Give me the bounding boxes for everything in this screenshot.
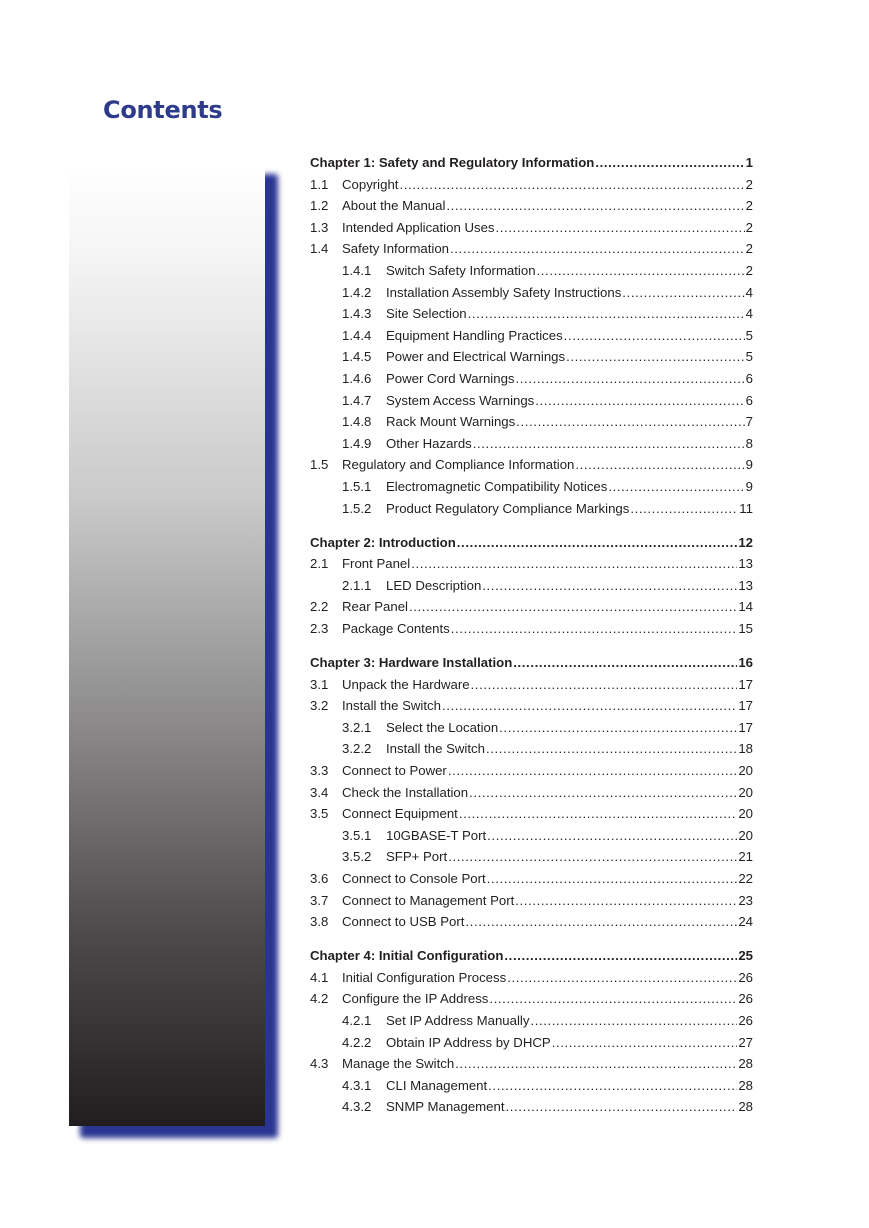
toc-dot-leader: [622, 282, 744, 304]
toc-dot-leader: [575, 454, 744, 476]
toc-entry-number: 3.8: [310, 914, 329, 930]
toc-entry-number: 3.7: [310, 892, 329, 908]
toc-dot-leader: [595, 152, 744, 174]
toc-dot-leader: [488, 1075, 737, 1097]
toc-page-number: 13: [738, 577, 753, 593]
toc-page-number: 24: [738, 914, 753, 930]
toc-entry-title: Safety Information: [342, 241, 450, 257]
toc-page-number: 2: [745, 219, 753, 235]
toc-dot-leader: [630, 498, 738, 520]
toc-entry-title: Connect Equipment: [342, 806, 458, 822]
toc-page-number: 20: [738, 806, 753, 822]
toc-entry-number: 3.5: [310, 806, 329, 822]
toc-dot-leader: [507, 967, 737, 989]
toc-entry-title: Install the Switch: [342, 698, 441, 714]
toc-entry-section[interactable]: [310, 967, 753, 989]
toc-entry-subsection[interactable]: [310, 390, 753, 412]
toc-dot-leader: [446, 195, 744, 217]
toc-page-number: 28: [738, 1056, 753, 1072]
toc-page-number: 26: [738, 1013, 753, 1029]
toc-entry-number: 4.2.2: [342, 1034, 372, 1050]
toc-entry-title: Rear Panel: [342, 599, 408, 615]
toc-dot-leader: [455, 1053, 737, 1075]
toc-page-number: 11: [739, 500, 753, 516]
toc-entry-title: Connect to Management Port: [342, 892, 515, 908]
toc-entry-section[interactable]: [310, 911, 753, 933]
toc-page-number: 4: [745, 284, 753, 300]
toc-entry-section[interactable]: [310, 695, 753, 717]
toc-entry-section[interactable]: [310, 1053, 753, 1075]
toc-entry-subsection[interactable]: [310, 1075, 753, 1097]
toc-dot-leader: [487, 868, 738, 890]
toc-entry-title: Installation Assembly Safety Instructions: [386, 284, 622, 300]
toc-entry-number: 1.4.4: [342, 327, 372, 343]
toc-entry-subsection[interactable]: [310, 346, 753, 368]
toc-dot-leader: [608, 476, 744, 498]
toc-entry-number: 3.2.2: [342, 741, 372, 757]
toc-entry-title: Power Cord Warnings: [386, 370, 515, 386]
toc-dot-leader: [457, 532, 738, 554]
toc-entry-number: 1.4.3: [342, 306, 372, 322]
toc-entry-title: Initial Configuration Process: [342, 969, 507, 985]
toc-page-number: 17: [738, 719, 753, 735]
toc-entry-subsection[interactable]: [310, 1096, 753, 1118]
toc-entry-number: 3.5.1: [342, 827, 372, 843]
toc-page-number: 26: [738, 991, 753, 1007]
toc-dot-leader: [448, 760, 738, 782]
toc-entry-title: Configure the IP Address: [342, 991, 489, 1007]
toc-page-number: 14: [738, 599, 753, 615]
toc-page-number: 20: [738, 784, 753, 800]
toc-dot-leader: [564, 325, 745, 347]
toc-dot-leader: [450, 238, 745, 260]
toc-entry-title: Front Panel: [342, 556, 411, 572]
toc-entry-number: 1.1: [310, 176, 329, 192]
toc-entry-title: Other Hazards: [386, 435, 472, 451]
toc-entry-section[interactable]: [310, 174, 753, 196]
toc-entry-section[interactable]: [310, 760, 753, 782]
toc-entry-number: 4.3: [310, 1056, 329, 1072]
toc-entry-title: Chapter 3: Hardware Installation: [310, 655, 513, 671]
toc-entry-number: 3.2.1: [342, 719, 372, 735]
toc-dot-leader: [515, 890, 737, 912]
toc-page-number: 21: [738, 849, 753, 865]
toc-entry-subsection[interactable]: [310, 846, 753, 868]
toc-entry-section[interactable]: [310, 238, 753, 260]
toc-dot-leader: [530, 1010, 737, 1032]
toc-page-number: 25: [738, 948, 753, 964]
toc-entry-chapter[interactable]: [310, 652, 753, 674]
toc-entry-number: 1.5: [310, 457, 329, 473]
toc-entry-section[interactable]: [310, 890, 753, 912]
toc-entry-number: 3.2: [310, 698, 329, 714]
toc-entry-title: Select the Location: [386, 719, 499, 735]
toc-entry-title: Site Selection: [386, 306, 467, 322]
toc-dot-leader: [516, 368, 745, 390]
toc-entry-title: Rack Mount Warnings: [386, 414, 516, 430]
toc-dot-leader: [506, 1096, 738, 1118]
toc-entry-number: 1.4.7: [342, 392, 372, 408]
toc-entry-number: 1.4.5: [342, 349, 372, 365]
toc-entry-subsection[interactable]: [310, 411, 753, 433]
toc-entry-title: Regulatory and Compliance Information: [342, 457, 575, 473]
toc-page-number: 6: [745, 370, 753, 386]
toc-entry-section[interactable]: [310, 618, 753, 640]
toc-entry-chapter[interactable]: [310, 152, 753, 174]
toc-page-number: 13: [738, 556, 753, 572]
toc-entry-number: 1.5.2: [342, 500, 372, 516]
toc-page-number: 9: [745, 457, 753, 473]
toc-entry-title: Connect to Console Port: [342, 871, 486, 886]
toc-dot-leader: [411, 553, 737, 575]
toc-page-number: 5: [745, 327, 753, 343]
toc-page-number: 12: [738, 534, 753, 550]
toc-page-number: 17: [738, 698, 753, 714]
table-of-contents: [310, 152, 753, 1118]
toc-entry-title: CLI Management: [386, 1077, 488, 1093]
toc-page-number: 22: [738, 871, 753, 886]
toc-entry-number: 2.1.1: [342, 577, 372, 593]
toc-entry-title: Connect to Power: [342, 763, 447, 779]
toc-dot-leader: [409, 596, 737, 618]
decorative-gradient-bar: [69, 164, 265, 1126]
toc-entry-section[interactable]: [310, 803, 753, 825]
toc-entry-number: 3.3: [310, 763, 329, 779]
toc-page-number: 20: [738, 763, 753, 779]
toc-entry-title: Connect to USB Port: [342, 914, 465, 930]
toc-page-number: 8: [745, 435, 753, 451]
toc-entry-number: 2.3: [310, 620, 329, 636]
toc-dot-leader: [399, 174, 744, 196]
toc-page-number: 9: [745, 478, 753, 494]
toc-dot-leader: [566, 346, 745, 368]
toc-dot-leader: [468, 303, 745, 325]
toc-entry-subsection[interactable]: [310, 433, 753, 455]
toc-entry-number: 2.2: [310, 599, 329, 615]
toc-entry-number: 3.5.2: [342, 849, 372, 865]
toc-entry-subsection[interactable]: [310, 1010, 753, 1032]
toc-entry-number: 1.4.9: [342, 435, 372, 451]
toc-page-number: 28: [738, 1099, 753, 1115]
toc-entry-number: 1.4.6: [342, 370, 372, 386]
toc-page-number: 23: [738, 892, 753, 908]
toc-page-number: 20: [738, 827, 753, 843]
toc-entry-number: 3.4: [310, 784, 329, 800]
toc-entry-title: Package Contents: [342, 620, 450, 636]
toc-entry-number: 1.4.1: [342, 262, 372, 278]
toc-entry-title: Copyright: [342, 176, 399, 192]
toc-entry-subsection[interactable]: [310, 498, 753, 520]
toc-entry-subsection[interactable]: [310, 368, 753, 390]
toc-entry-number: 3.6: [310, 871, 329, 886]
toc-entry-title: 10GBASE-T Port: [386, 827, 487, 843]
toc-page-number: 26: [738, 969, 753, 985]
toc-entry-subsection[interactable]: [310, 1032, 753, 1054]
toc-entry-title: System Access Warnings: [386, 392, 535, 408]
toc-page-number: 15: [738, 620, 753, 636]
toc-entry-number: 1.4.2: [342, 284, 372, 300]
toc-entry-subsection[interactable]: [310, 738, 753, 760]
toc-dot-leader: [552, 1032, 738, 1054]
toc-entry-title: Equipment Handling Practices: [386, 327, 563, 343]
toc-entry-subsection[interactable]: [310, 282, 753, 304]
toc-page-number: 18: [738, 741, 753, 757]
toc-entry-title: Obtain IP Address by DHCP: [386, 1034, 551, 1050]
toc-page-number: 2: [745, 262, 753, 278]
toc-entry-title: Set IP Address Manually: [386, 1013, 530, 1029]
toc-page-number: 17: [738, 676, 753, 692]
toc-dot-leader: [486, 738, 737, 760]
toc-entry-number: 4.3.2: [342, 1099, 372, 1115]
toc-page-number: 28: [738, 1077, 753, 1093]
toc-entry-title: Intended Application Uses: [342, 219, 495, 235]
toc-entry-title: Install the Switch: [386, 741, 485, 757]
toc-page-number: 5: [745, 349, 753, 365]
toc-entry-title: Unpack the Hardware: [342, 676, 470, 692]
toc-entry-subsection[interactable]: [310, 303, 753, 325]
toc-entry-section[interactable]: [310, 988, 753, 1010]
toc-entry-number: 1.4.8: [342, 414, 372, 430]
toc-entry-number: 4.1: [310, 969, 329, 985]
toc-entry-section[interactable]: [310, 553, 753, 575]
toc-entry-number: 4.3.1: [342, 1077, 372, 1093]
toc-entry-section[interactable]: [310, 195, 753, 217]
toc-entry-number: 3.1: [310, 676, 329, 692]
toc-dot-leader: [448, 846, 737, 868]
toc-dot-leader: [513, 652, 737, 674]
toc-entry-number: 1.4: [310, 241, 329, 257]
toc-entry-subsection[interactable]: [310, 575, 753, 597]
toc-page-number: 1: [745, 155, 753, 170]
toc-page-number: 2: [745, 241, 753, 257]
toc-entry-title: Chapter 1: Safety and Regulatory Information: [310, 155, 595, 170]
toc-page-number: 27: [738, 1034, 753, 1050]
toc-dot-leader: [535, 390, 744, 412]
toc-entry-title: Product Regulatory Compliance Markings: [386, 500, 630, 516]
toc-entry-section[interactable]: [310, 217, 753, 239]
toc-entry-number: 1.5.1: [342, 478, 372, 494]
toc-dot-leader: [499, 717, 737, 739]
toc-dot-leader: [471, 674, 738, 696]
toc-entry-number: 4.2: [310, 991, 329, 1007]
toc-dot-leader: [459, 803, 737, 825]
toc-entry-section[interactable]: [310, 782, 753, 804]
toc-entry-subsection[interactable]: [310, 476, 753, 498]
toc-entry-section[interactable]: [310, 454, 753, 476]
toc-dot-leader: [516, 411, 744, 433]
toc-dot-leader: [469, 782, 737, 804]
toc-page-number: 7: [745, 414, 753, 430]
toc-entry-title: SNMP Management: [386, 1099, 505, 1115]
toc-page-number: 6: [745, 392, 753, 408]
toc-entry-subsection[interactable]: [310, 825, 753, 847]
toc-entry-subsection[interactable]: [310, 325, 753, 347]
toc-dot-leader: [451, 618, 738, 640]
toc-entry-subsection[interactable]: [310, 260, 753, 282]
toc-entry-title: Switch Safety Information: [386, 262, 536, 278]
toc-entry-number: 1.2: [310, 198, 329, 214]
toc-entry-chapter[interactable]: [310, 945, 753, 967]
toc-entry-title: Manage the Switch: [342, 1056, 455, 1072]
toc-dot-leader: [465, 911, 737, 933]
toc-entry-title: Power and Electrical Warnings: [386, 349, 566, 365]
toc-entry-number: 1.3: [310, 219, 329, 235]
toc-page-number: 4: [745, 306, 753, 322]
toc-entry-title: Chapter 2: Introduction: [310, 534, 456, 550]
toc-page-number: 16: [738, 655, 753, 671]
toc-entry-title: About the Manual: [342, 198, 446, 214]
toc-dot-leader: [487, 825, 737, 847]
toc-dot-leader: [442, 695, 737, 717]
toc-entry-title: Electromagnetic Compatibility Notices: [386, 478, 608, 494]
toc-entry-section[interactable]: [310, 868, 753, 890]
toc-entry-number: 4.2.1: [342, 1013, 372, 1029]
toc-dot-leader: [482, 575, 737, 597]
toc-dot-leader: [504, 945, 737, 967]
toc-entry-title: LED Description: [386, 577, 482, 593]
toc-entry-subsection[interactable]: [310, 717, 753, 739]
toc-dot-leader: [537, 260, 745, 282]
toc-dot-leader: [473, 433, 745, 455]
toc-entry-title: Check the Installation: [342, 784, 469, 800]
page-title: Contents: [103, 96, 223, 124]
toc-entry-section[interactable]: [310, 596, 753, 618]
toc-entry-number: 2.1: [310, 556, 329, 572]
toc-page-number: 2: [745, 176, 753, 192]
toc-dot-leader: [496, 217, 745, 239]
toc-entry-title: SFP+ Port: [386, 849, 448, 865]
toc-entry-chapter[interactable]: [310, 532, 753, 554]
toc-dot-leader: [489, 988, 737, 1010]
toc-page-number: 2: [745, 198, 753, 214]
toc-entry-title: Chapter 4: Initial Configuration: [310, 948, 504, 964]
toc-entry-section[interactable]: [310, 674, 753, 696]
